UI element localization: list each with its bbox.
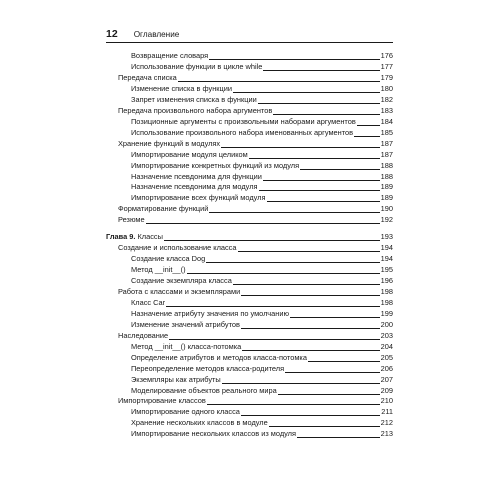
toc-entry-title: Определение атрибутов и методов класса-потомка (131, 352, 307, 362)
toc-entry (106, 117, 393, 127)
toc-entry-title: Работа с классами и экземплярами (118, 286, 241, 296)
running-title: Оглавление (133, 30, 180, 39)
toc-entry-title: Создание и использование класса (118, 243, 237, 253)
toc-entry-title: Передача списка (118, 72, 177, 82)
toc-page-number: 205 (380, 352, 393, 362)
toc-entry-title: Класс Car (131, 297, 166, 307)
chapter-title: Классы (137, 232, 163, 242)
toc-entry-title: Передача произвольного набора аргументов (118, 105, 273, 115)
toc-entry-title: Изменение значений атрибутов (131, 319, 240, 329)
toc-entry (106, 320, 393, 330)
toc-entry (106, 150, 393, 160)
toc-entry-title: Импортирование всех функций модуля (131, 193, 266, 203)
toc-entry-title: Метод __init__() (131, 265, 186, 274)
toc-page-number: 204 (380, 341, 393, 351)
toc-entry (106, 298, 393, 308)
toc-entry-title: Запрет изменения списка в функции (131, 94, 257, 104)
toc-entry-title (106, 232, 164, 242)
page-number: 12 (106, 28, 118, 40)
toc-entry (106, 254, 393, 264)
toc-entry-title: Хранение функций в модулях (118, 138, 221, 148)
toc-entry-title: Импортирование классов (118, 396, 206, 406)
toc-entry-title: Импортирование нескольких классов из модуля (131, 429, 297, 439)
toc-page-number: 193 (380, 232, 393, 242)
toc-entry-title: Позиционные аргументы с произвольными наборами аргументов (131, 116, 356, 126)
toc-page-number: 179 (380, 72, 393, 82)
toc-entry-title: Форматирование функций (118, 204, 209, 214)
toc-page-number: 187 (380, 138, 393, 148)
toc-page-number: 176 (380, 51, 393, 60)
toc-page-number: 189 (380, 182, 393, 192)
toc-entry-title: Моделирование объектов реального мира (131, 385, 277, 395)
toc-chapter-entry (106, 232, 393, 242)
toc-entry (106, 276, 393, 286)
toc-entry-title: Хранение нескольких классов в модуле (131, 418, 268, 428)
toc-entry (106, 215, 393, 225)
toc-page-number: 185 (380, 127, 393, 137)
chapter-label: Глава 9. (106, 232, 136, 242)
toc-page-number: 194 (380, 254, 393, 264)
toc-page-number: 200 (380, 319, 393, 329)
toc-page-number: 213 (380, 429, 393, 439)
toc-entry (106, 139, 393, 149)
toc-page-number: 212 (380, 418, 393, 428)
toc-entry (106, 204, 393, 214)
toc-entry (106, 353, 393, 363)
toc-entry-title: Назначение атрибуту значения по умолчанию (131, 308, 289, 318)
toc-entry (106, 84, 393, 94)
toc-entry-title: Создание экземпляра класса (131, 276, 232, 285)
toc-entry-title: Назначение псевдонима для модуля (131, 182, 258, 192)
toc-entry (106, 73, 393, 83)
toc-entry (106, 95, 393, 105)
toc-page-number: 183 (380, 105, 393, 115)
toc-page-number: 187 (380, 149, 393, 159)
toc-entry (106, 182, 393, 192)
toc-entry (106, 51, 393, 61)
toc-entry (106, 287, 393, 297)
toc-entry (106, 309, 393, 319)
toc-entry (106, 375, 393, 385)
toc-entry (106, 106, 393, 116)
toc-page-number: 192 (380, 215, 393, 225)
toc-entry-title: Импортирование конкретных функций из модуля (131, 160, 300, 170)
toc-page-number: 180 (380, 83, 393, 93)
toc-page-number: 196 (380, 276, 393, 285)
toc-entry (106, 429, 393, 439)
toc-page-number: 209 (380, 385, 393, 395)
toc-page-number: 194 (380, 243, 393, 253)
toc-entry (106, 386, 393, 396)
toc-entry (106, 62, 393, 72)
toc-page-number: 203 (380, 330, 393, 340)
toc-entry-title: Экземпляры как атрибуты (131, 374, 221, 384)
toc-entry (106, 331, 393, 341)
toc-page-number: 206 (380, 363, 393, 373)
running-header (106, 27, 393, 43)
toc-page-number: 177 (380, 61, 393, 71)
toc-page-number: 184 (380, 116, 393, 126)
toc-page-number: 190 (380, 204, 393, 214)
toc-page-number: 198 (380, 286, 393, 296)
toc-entry-title: Возвращение словаря (131, 51, 209, 60)
toc-entry-title: Метод __init__() класса-потомка (131, 341, 242, 351)
toc-page-number: 211 (381, 407, 393, 417)
toc-entry (106, 161, 393, 171)
toc-entry (106, 396, 393, 406)
toc-page-number: 182 (380, 94, 393, 104)
toc-page-number: 198 (380, 297, 393, 307)
leader-line (118, 223, 393, 224)
leader-line (131, 306, 393, 307)
toc-entry-title: Импортирование модуля целиком (131, 149, 248, 159)
toc-page-number: 207 (380, 374, 393, 384)
toc-entry (106, 418, 393, 428)
toc-entry-title: Импортирование одного класса (131, 407, 240, 417)
toc-page-number: 199 (380, 308, 393, 318)
toc-entry (106, 172, 393, 182)
toc-entry-title: Изменение списка в функции (131, 83, 233, 93)
toc-entry-title: Использование функции в цикле while (131, 61, 263, 71)
toc-page-number: 188 (380, 160, 393, 170)
toc-page-number: 189 (380, 193, 393, 203)
toc-entry-title: Резюме (118, 215, 145, 225)
toc-entry (106, 407, 393, 417)
toc-entry-title: Переопределение методов класса-родителя (131, 363, 285, 373)
toc-entry (106, 128, 393, 138)
toc-entry-title: Наследование (118, 330, 169, 340)
toc-entry-title: Создание класса Dog (131, 254, 206, 264)
toc-page-number: 195 (380, 265, 393, 274)
toc-entry (106, 265, 393, 275)
toc-entry-title: Использование произвольного набора именованных аргументов (131, 127, 354, 137)
toc-page-number: 188 (380, 171, 393, 181)
toc-entry (106, 342, 393, 352)
toc-page-number: 210 (380, 396, 393, 406)
toc-entry (106, 364, 393, 374)
toc-entry (106, 243, 393, 253)
toc-entry-title: Назначение псевдонима для функции (131, 171, 262, 181)
toc-entry (106, 193, 393, 203)
